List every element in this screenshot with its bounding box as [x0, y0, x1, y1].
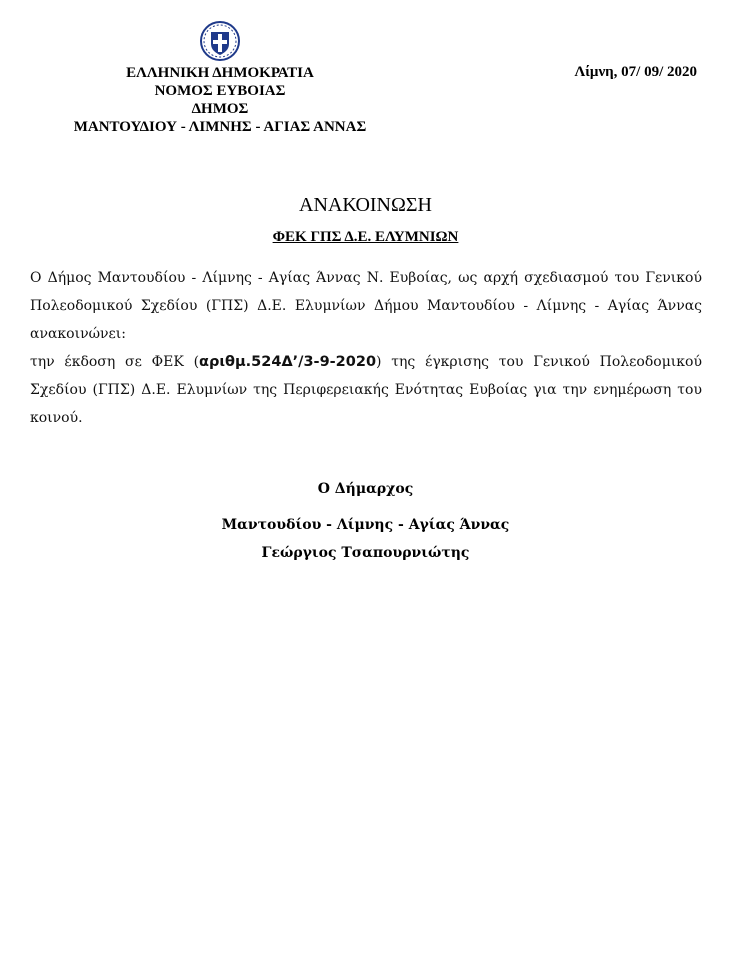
- paragraph-text-after: ) της έγκρισης του Γενικού Πολεοδομικού Σχεδίου (ΓΠΣ) Δ.Ε. Ελυμνίων της Περιφερειακής Ενότητας Ευβοίας για την ενημέρωση του κοινού.: [30, 354, 702, 426]
- document-title: ΑΝΑΚΟΙΝΩΣΗ: [299, 194, 432, 216]
- fek-reference: αριθμ.524Δ’/3-9-2020: [199, 354, 377, 370]
- signature-name: Γεώργιος Τσαπουρνιώτης: [261, 545, 470, 561]
- paragraph-announcement: [30, 348, 702, 432]
- coat-of-arms-icon: [199, 20, 241, 62]
- document-subtitle: ΦΕΚ ΓΠΣ Δ.Ε. ΕΛΥΜΝΙΩΝ: [272, 229, 459, 245]
- header-municipality-name: ΜΑΝΤΟΥΔΙΟΥ - ΛΙΜΝΗΣ - ΑΓΙΑΣ ΑΝΝΑΣ: [73, 119, 367, 135]
- signature-role: Ο Δήμαρχος: [317, 481, 414, 497]
- signature-municipality: Μαντουδίου - Λίμνης - Αγίας Άννας: [221, 517, 510, 533]
- header-municipality-label: ΔΗΜΟΣ: [191, 101, 249, 117]
- paragraph-text-before: την έκδοση σε ΦΕΚ (: [30, 354, 200, 370]
- header-republic: ΕΛΛΗΝΙΚΗ ΔΗΜΟΚΡΑΤΙΑ: [126, 65, 314, 81]
- document-date: Λίμνη, 07/ 09/ 2020: [574, 64, 697, 80]
- paragraph-intro: Ο Δήμος Μαντουδίου - Λίμνης - Αγίας Άννας Ν. Ευβοίας, ως αρχή σχεδιασμού του Γενικού Πολεοδομικού Σχεδίου (ΓΠΣ) Δ.Ε. Ελυμνίων Δήμου Μαντουδίου - Λίμνης - Αγίας Άννας ανακοινώνει:: [30, 270, 702, 342]
- announcement-body: [30, 264, 702, 432]
- header-prefecture: ΝΟΜΟΣ ΕΥΒΟΙΑΣ: [154, 83, 286, 99]
